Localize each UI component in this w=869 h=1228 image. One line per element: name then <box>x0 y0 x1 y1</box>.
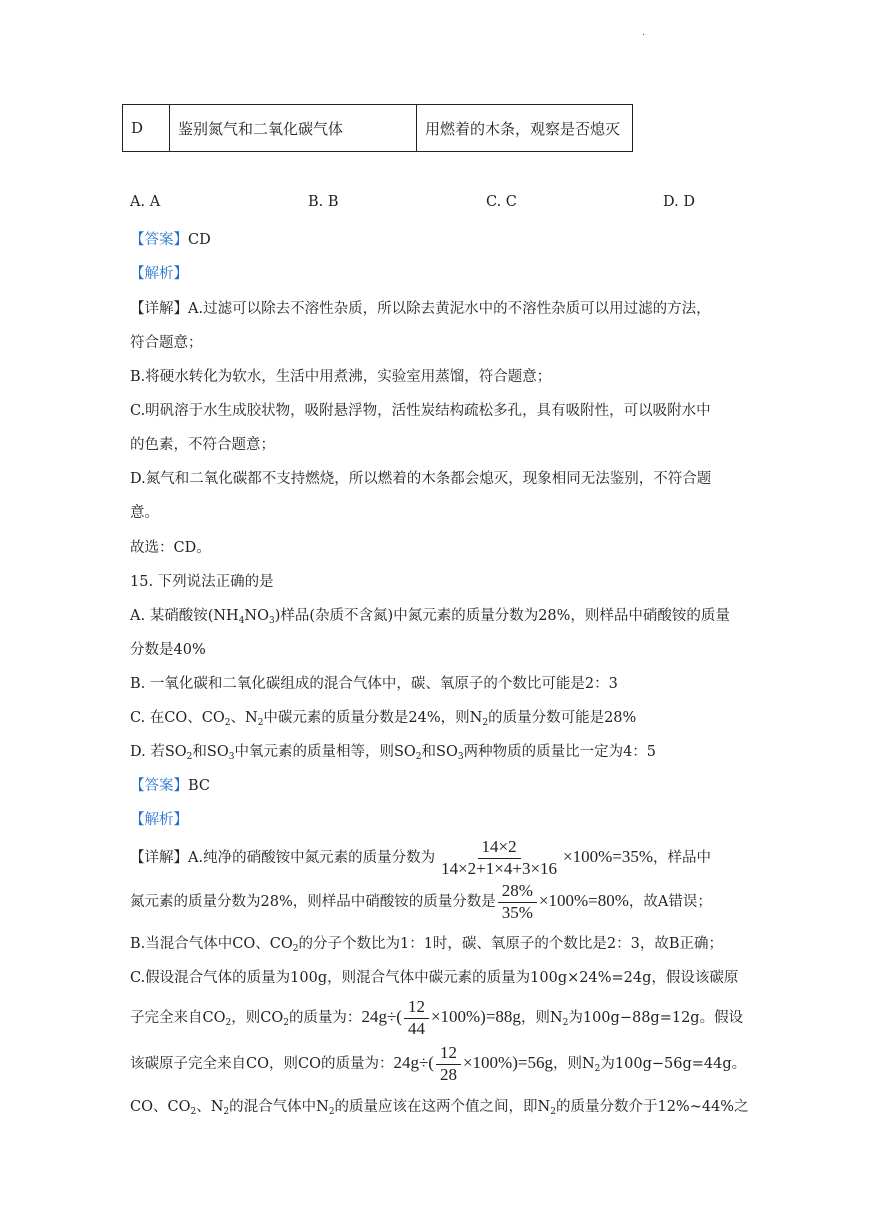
q15-option-a-1: A. 某硝酸铵$(NH_4NO_3)$样品(杂质不含氮)中氮元素的质量分数为28%，则样品中硝酸铵的质量 <box>130 608 730 626</box>
q15-detail-c-1: C.假设混合气体的质量为100g，则混合气体中碳元素的质量为100g×24%=24g，假设该碳原 <box>130 970 739 986</box>
q15-detail-b: B.当混合气体中CO、$CO_2$的分子个数比为1：1时，碳、氧原子的个数比是2：3，故B正确； <box>130 936 724 954</box>
q14-detail-d-1: D.氮气和二氧化碳都不支持燃烧，所以燃着的木条都会熄灭，现象相同无法鉴别，不符合题 <box>130 471 712 487</box>
q14-conclusion: 故选：CD。 <box>130 540 211 556</box>
q15-detail-c-3: 该碳原子完全来自CO，则CO的质量为：24g÷( $\frac{12}{28}$ ×100%)=56g，则$N_2$为100g−56g=44g。 <box>130 1043 747 1084</box>
q14-detail-a-2: 符合题意； <box>130 335 203 351</box>
q15-detail-c-2: 子完全来自$CO_2$，则$CO_2$的质量为：24g÷( $\frac{12}{44}$ ×100%)=88g，则$N_2$为100g−88g=12g。假设 <box>130 997 744 1038</box>
fraction-purity: $\frac{28\%}{35\%}$ <box>498 882 537 922</box>
q15-detail-a-2: 氮元素的质量分数为28%，则样品中硝酸铵的质量分数是 $\frac{28\%}{35\%}$ ×100%=80%，故A错误； <box>130 881 712 922</box>
table-row <box>123 105 633 152</box>
table-cell-task: 鉴别氮气和二氧化碳气体 <box>170 105 417 152</box>
q14-detail-b: B.将硬水转化为软水，生活中用煮沸，实验室用蒸馏，符合题意； <box>130 369 552 385</box>
table-cell-letter: D <box>123 105 170 152</box>
q14-detail-d-2: 意。 <box>130 505 159 521</box>
option-b: B. B <box>308 194 339 210</box>
detail-tag: 【详解】 <box>130 301 188 317</box>
fraction-co2: $\frac{12}{44}$ <box>404 998 429 1038</box>
q15-detail-c-4: CO、$CO_2$、$N_2$的混合气体中$N_2$的质量应该在这两个值之间，即$N_2$的质量分数介于12%~44%之 <box>130 1099 749 1117</box>
page-dot: · <box>642 30 646 41</box>
q15-analysis-tag: 【解析】 <box>130 812 188 828</box>
q15-detail-a-1: 【详解】A.纯净的硝酸铵中氮元素的质量分数为 $\frac{14\times 2}{14\times 2+1\times 4+3\times 16}$ ×100%=35%，样品中 <box>130 837 712 878</box>
option-table <box>122 104 633 152</box>
q14-answer-line <box>130 228 211 249</box>
q14-detail-c-1: C.明矾溶于水生成胶状物，吸附悬浮物，活性炭结构疏松多孔，具有吸附性，可以吸附水中 <box>130 403 711 419</box>
answer-value: BC <box>188 778 211 794</box>
fraction-nitrogen: $\frac{14\times 2}{14\times 2+1\times 4+3\times 16}$ <box>441 837 558 878</box>
q15-option-a-2: 分数是40% <box>130 642 206 658</box>
q14-detail-c-2: 的色素，不符合题意； <box>130 437 275 453</box>
q14-detail-a-1: 【详解】A.过滤可以除去不溶性杂质，所以除去黄泥水中的不溶性杂质可以用过滤的方法， <box>130 301 711 317</box>
q15-answer-line <box>130 774 210 795</box>
table-cell-method: 用燃着的木条，观察是否熄灭 <box>417 105 633 152</box>
option-d: D. D <box>663 194 695 210</box>
option-c: C. C <box>486 194 517 210</box>
detail-tag: 【详解】 <box>130 850 188 867</box>
answer-tag: 【答案】 <box>130 232 188 248</box>
option-a: A. A <box>130 194 161 210</box>
answer-tag: 【答案】 <box>130 778 188 794</box>
q14-analysis-tag: 【解析】 <box>130 266 188 282</box>
q15-option-c: C. 在CO、$CO_2$、$N_2$中碳元素的质量分数是24%，则$N_2$的质量分数可能是28% <box>130 710 637 728</box>
q15-stem: 15. 下列说法正确的是 <box>130 574 274 590</box>
answer-value: CD <box>188 232 211 248</box>
q15-option-b: B. 一氧化碳和二氧化碳组成的混合气体中，碳、氧原子的个数比可能是2：3 <box>130 676 618 692</box>
q15-option-d: D. 若$SO_2$和$SO_3$中氧元素的质量相等，则$SO_2$和$SO_3$两种物质的质量比一定为4：5 <box>130 744 657 762</box>
fraction-co: $\frac{12}{28}$ <box>436 1044 461 1084</box>
